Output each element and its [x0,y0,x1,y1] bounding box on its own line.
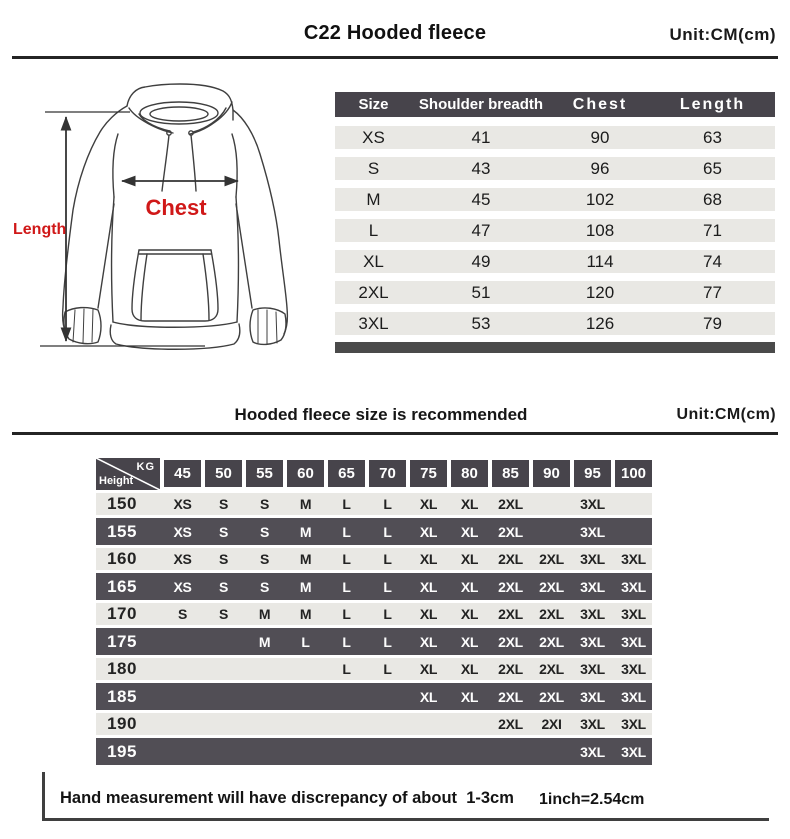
size-cell: L [342,551,351,567]
size-cell: XS [173,578,192,595]
chest-label: Chest [145,195,207,220]
size-table-row [335,219,775,242]
size-cell: 2XI [541,716,562,732]
size-cell: 2XL [498,496,523,512]
size-cell: XL [419,606,438,622]
size-table-cell: 53 [471,313,491,333]
size-table-row [335,250,775,273]
height-label: Height [99,475,134,487]
size-table-cell: 47 [471,220,491,240]
size-cell: 3XL [580,743,605,760]
size-cell: S [259,578,270,595]
size-cell: 2XL [539,606,564,622]
size-cell: M [299,496,312,512]
size-cell: 3XL [580,633,605,650]
height-cell: 155 [107,521,137,541]
size-table-cell: 77 [703,282,722,302]
size-cell: S [259,523,270,540]
height-cell: 160 [107,549,137,568]
size-cell: 3XL [580,496,605,512]
size-cell: M [299,551,312,567]
size-table-row [335,312,775,335]
size-cell: XL [419,496,438,512]
weight-header-70: 70 [369,460,406,487]
size-cell: XL [460,606,479,622]
size-cell: XL [460,633,479,650]
size-cell: 2XL [539,688,564,705]
weight-header-80: 80 [451,460,488,487]
size-cell: 3XL [580,578,605,595]
size-table-cell: 51 [471,282,491,302]
size-table-cell: XS [362,127,385,147]
height-row-155 [96,518,652,545]
size-cell: M [299,523,312,540]
size-cell: L [383,578,392,595]
height-cell: 195 [107,741,137,761]
size-cell: S [218,551,229,567]
size-cell: XL [419,661,438,677]
size-cell: M [258,606,271,622]
height-row-180 [96,658,652,680]
size-table-cell: 108 [585,220,615,240]
size-cell: 2XL [498,661,523,677]
weight-header-45: 45 [164,460,201,487]
size-cell: L [383,496,392,512]
height-cell: 150 [107,494,137,513]
size-cell: L [342,523,351,540]
size-table-header-row [335,92,775,117]
size-table-cell: 126 [585,313,615,333]
size-table-cell: XL [363,251,384,271]
height-row-170 [96,603,652,625]
height-row-150 [96,493,652,515]
page-title: C22 Hooded fleece [303,22,487,44]
footer-frame [42,772,769,821]
size-cell: XL [419,523,438,540]
size-table-cell: L [368,220,379,240]
size-table-header-length: Length [679,95,746,113]
kg-label: KG [136,461,155,473]
size-cell: 3XL [621,716,646,732]
recommend-table [96,458,652,765]
size-cell: 2XL [498,633,523,650]
size-cell: 3XL [580,606,605,622]
size-cell: M [258,633,271,650]
size-cell: 3XL [580,551,605,567]
size-cell: 3XL [621,606,646,622]
height-cell: 190 [107,714,137,733]
size-table-header-size: Size [358,96,389,113]
size-table-header-chest: Chest [572,95,628,113]
size-cell: 2XL [498,606,523,622]
footer-note: Hand measurement will have discrepancy of about 1-3cm [60,789,514,807]
size-table-cell: 96 [590,158,610,178]
size-cell: M [299,578,312,595]
size-cell: 2XL [498,523,523,540]
size-table-cell: 65 [703,158,722,178]
size-table-cell: 3XL [358,313,389,333]
divider [12,432,778,435]
size-cell: S [218,523,229,540]
height-cell: 165 [107,576,137,596]
size-table-cell: 41 [471,127,491,147]
size-table-cell: 45 [471,189,491,209]
corner-cell [96,458,160,490]
hoodie-diagram [8,82,328,367]
size-cell: XL [460,496,479,512]
size-table-cell: 114 [586,251,614,271]
divider [12,56,778,59]
size-cell: XS [173,496,192,512]
size-cell: L [383,661,392,677]
size-table-cell: 43 [471,158,491,178]
size-cell: L [301,633,310,650]
unit-label: Unit:CM(cm) [669,25,776,44]
size-cell: XL [460,661,479,677]
size-table-cell: 68 [703,189,722,209]
size-cell: XL [460,551,479,567]
weight-header-90: 90 [533,460,570,487]
recommend-table-body [96,493,652,765]
size-table-footer-bar [335,342,775,353]
size-cell: XS [173,551,192,567]
size-cell: L [383,523,392,540]
size-cell: XL [419,633,438,650]
size-cell: L [342,496,351,512]
weight-header-75: 75 [410,460,447,487]
size-cell: 3XL [621,551,646,567]
size-cell: 3XL [580,523,605,540]
size-cell: 3XL [580,661,605,677]
size-table-cell: 49 [471,251,491,271]
weight-header-65: 65 [328,460,365,487]
size-cell: XL [460,578,479,595]
height-cell: 180 [107,659,137,678]
height-cell: 175 [107,631,137,651]
weight-header-100: 100 [615,460,652,487]
size-cell: XS [173,523,192,540]
size-cell: 3XL [621,743,646,760]
size-cell: S [218,606,229,622]
size-cell: 3XL [621,633,646,650]
weight-header-60: 60 [287,460,324,487]
size-cell: 2XL [498,716,523,732]
size-cell: 2XL [498,551,523,567]
size-cell: L [342,661,351,677]
size-table-header-shoulder-breadth: Shoulder breadth [418,96,544,113]
size-table-cell: 63 [703,127,722,147]
size-cell: 2XL [498,688,523,705]
size-cell: S [218,578,229,595]
size-table-row [335,281,775,304]
size-table-cell: S [367,158,380,178]
height-cell: 170 [107,604,137,623]
size-cell: L [342,606,351,622]
size-cell: XL [419,688,438,705]
length-label: Length [13,221,67,238]
height-row-165 [96,573,652,600]
weight-header-50: 50 [205,460,242,487]
size-table-cell: 120 [585,282,615,302]
size-cell: 2XL [539,633,564,650]
size-table-cell: 74 [703,251,722,271]
section2-unit-label: Unit:CM(cm) [676,406,776,423]
size-table-body [335,126,775,335]
size-table-row [335,157,775,180]
height-row-175 [96,628,652,655]
size-cell: 3XL [621,661,646,677]
weight-header-95: 95 [574,460,611,487]
size-table-cell: M [366,189,381,209]
weight-header-55: 55 [246,460,283,487]
height-row-185 [96,683,652,710]
height-row-160 [96,548,652,570]
size-cell: XL [419,578,438,595]
size-cell: M [299,606,312,622]
size-cell: 3XL [580,688,605,705]
size-cell: S [259,496,270,512]
size-cell: S [177,606,188,622]
size-table-row [335,126,775,149]
weight-header-85: 85 [492,460,529,487]
inch-conversion: 1inch=2.54cm [539,791,645,808]
height-cell: 185 [107,686,137,706]
size-table-cell: 90 [590,127,610,147]
size-table-cell: 79 [703,313,722,333]
size-cell: XL [419,551,438,567]
size-cell: 2XL [539,578,564,595]
size-cell: 3XL [580,716,605,732]
size-cell: L [342,578,351,595]
size-cell: L [383,606,392,622]
size-cell: XL [460,523,479,540]
recommend-table-header-row [96,458,652,490]
size-cell: 2XL [498,578,523,595]
section2-title: Hooded fleece size is recommended [234,405,528,424]
size-cell: 3XL [621,578,646,595]
height-row-190 [96,713,652,735]
size-cell: 2XL [539,551,564,567]
size-cell: 3XL [621,688,646,705]
size-cell: L [342,633,351,650]
size-cell: L [383,551,392,567]
size-cell: L [383,633,392,650]
size-table-cell: 2XL [358,282,389,302]
size-cell: XL [460,688,479,705]
size-table-cell: 102 [585,189,615,209]
size-cell: S [259,551,270,567]
size-table-cell: 71 [703,220,722,240]
size-table-row [335,188,775,211]
size-cell: S [218,496,229,512]
size-table [335,92,775,353]
size-cell: 2XL [539,661,564,677]
height-row-195 [96,738,652,765]
